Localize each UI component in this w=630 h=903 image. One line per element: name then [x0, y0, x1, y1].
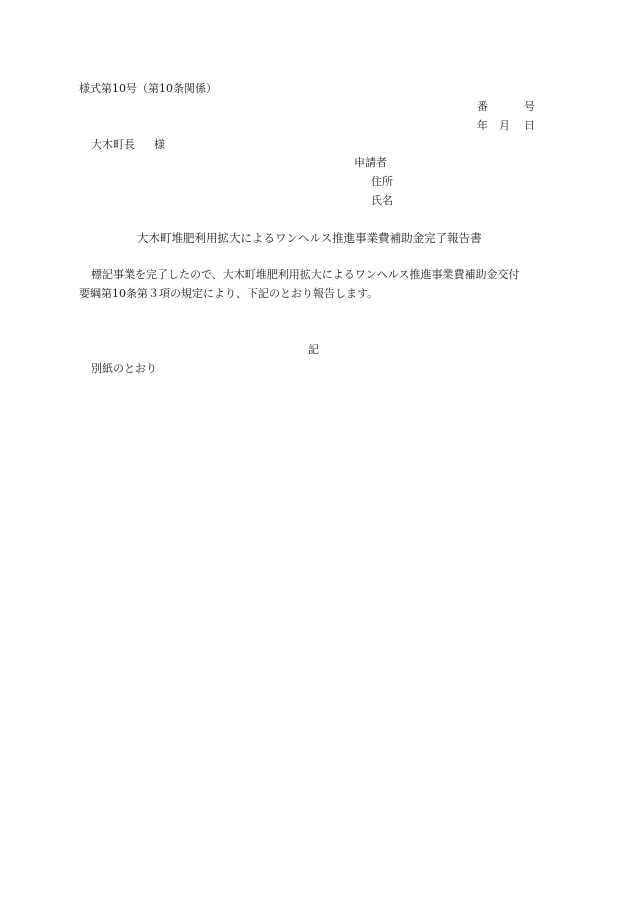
body-text-line-2: 要綱第10条第３項の規定により、下記のとおり報告します。: [79, 287, 379, 300]
applicant-label: 申請者: [354, 156, 387, 169]
record-heading: 記: [308, 343, 319, 356]
date-day-label: 日: [524, 119, 535, 132]
date-month-label: 月: [499, 119, 510, 132]
document-title: 大木町堆肥利用拡大によるワンヘルス推進事業費補助金完了報告書: [137, 231, 482, 245]
document-number-suffix: 号: [524, 100, 535, 113]
addressee-name: 大木町長: [91, 138, 135, 151]
name-label: 氏名: [371, 194, 393, 207]
attachment-text: 別紙のとおり: [91, 362, 157, 375]
document-number-label: 番: [477, 100, 488, 113]
form-number: 様式第10号（第10条関係）: [79, 82, 217, 95]
address-label: 住所: [371, 175, 393, 188]
body-text-line-1: 標記事業を完了したので、大木町堆肥利用拡大によるワンヘルス推進事業費補助金交付: [91, 268, 520, 281]
addressee-honorific: 様: [154, 138, 165, 151]
date-year-label: 年: [477, 119, 488, 132]
